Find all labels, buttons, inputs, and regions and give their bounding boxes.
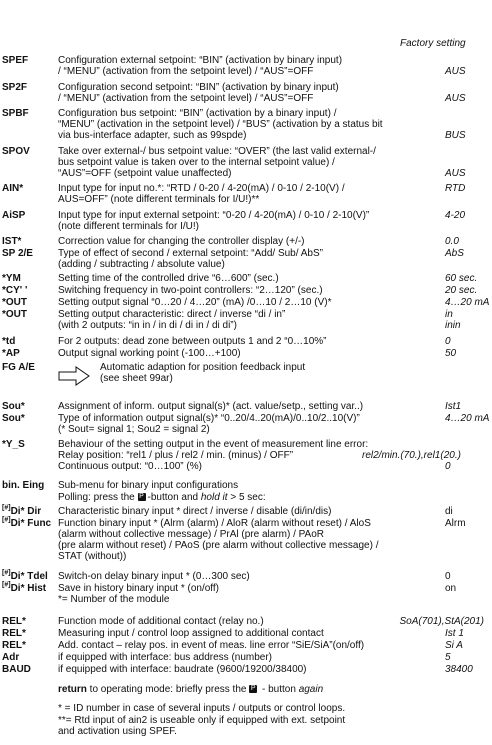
param-value: in inin xyxy=(445,309,461,331)
param-value: 20 sec. xyxy=(445,285,478,296)
return-instruction xyxy=(58,684,443,695)
param-desc: Input type for input no.*: “RTD / 0-20 / 4-20(mA) / 0-10 / 2-10(V) / AUS=OFF” (note different terminals for I/U!)** xyxy=(58,183,345,205)
param-key-text: Di* Tdel xyxy=(10,571,48,582)
param-key xyxy=(2,571,48,582)
param-value: 50 xyxy=(445,348,457,359)
param-value: di xyxy=(445,506,453,517)
param-desc: Correction value for changing the controller display (+/-) xyxy=(58,236,305,247)
param-value: Ist1 xyxy=(445,401,462,412)
param-value: AUS xyxy=(445,168,466,179)
param-key: REL* xyxy=(2,628,26,639)
param-desc: Input type for input external setpoint: “0-20 / 4-20(mA) / 0-10 / 2-10(V)” (note different terminals for I/U!) xyxy=(58,210,370,232)
param-value: AUS xyxy=(445,93,466,104)
p-button-icon: P xyxy=(139,493,144,501)
param-key: REL* xyxy=(2,616,26,627)
param-desc: For 2 outputs: dead zone between outputs 1 and 2 “0…10%” xyxy=(58,336,327,347)
param-desc: Function binary input * (Alrm (alarm) / AloR (alarm without reset) / AloS (alarm without collective message) / PrAl (pre alarm) / PAoR (pre alarm without reset) / PAoS (pre alarm without collective message) / STAT (without)) xyxy=(58,518,379,562)
param-desc: if equipped with interface: bus address (number) xyxy=(58,652,273,663)
param-key: AIN* xyxy=(2,183,24,194)
param-key-text: Di* Dir xyxy=(10,506,42,517)
param-value: 4-20 xyxy=(445,210,466,221)
param-key: *Y_S xyxy=(2,439,25,450)
param-desc: Configuration second setpoint: “BIN” (activation by binary input) / “MENU” (activation from the setpoint level) / “AUS”=OFF xyxy=(58,82,339,104)
param-desc: Sub-menu for binary input configurations xyxy=(58,480,239,491)
param-desc: Function mode of additional contact (relay no.) xyxy=(58,616,264,627)
factory-setting-header: Factory setting xyxy=(400,38,466,49)
param-key: BAUD xyxy=(2,664,31,675)
return-text: - button xyxy=(259,684,299,695)
param-value: 0.0 xyxy=(445,236,459,247)
param-value: 0 xyxy=(445,336,451,347)
param-key: *OUT xyxy=(2,309,27,320)
param-key: Sou* xyxy=(2,413,25,424)
polling-text: -button and xyxy=(147,492,201,503)
param-desc: Save in history binary input * (on/off) *= Number of the module xyxy=(58,583,220,605)
param-key: Adr xyxy=(2,652,20,663)
polling-text: Polling: press the xyxy=(58,492,138,503)
param-desc: Add. contact – relay pos. in event of meas. line error “SiE/SiA”(on/off) xyxy=(58,640,365,651)
polling-instruction xyxy=(58,492,443,503)
param-value: on xyxy=(445,583,457,594)
footnote-text: * = ID number in case of several inputs / outputs or control loops. xyxy=(58,703,346,714)
param-key: Sou* xyxy=(2,401,25,412)
param-desc: Switching frequency in two-point controllers: “2…120” (sec.) xyxy=(58,285,323,296)
param-value: Si A xyxy=(445,640,463,651)
param-key-text: Di* Hist xyxy=(10,583,47,594)
param-key: *CY' ' xyxy=(2,285,28,296)
param-value: Alrm xyxy=(445,518,466,529)
param-key-text: Di* Func xyxy=(10,518,52,529)
param-key xyxy=(2,518,51,529)
param-value: 0 xyxy=(445,571,451,582)
param-key: SPBF xyxy=(2,108,29,119)
param-value: 0 xyxy=(445,461,451,472)
param-desc: Switch-on delay binary input * (0…300 sec) xyxy=(58,571,250,582)
param-value: Ist 1 xyxy=(445,628,464,639)
param-desc: Setting output signal “0…20 / 4…20” (mA) /0…10 / 2…10 (V)* xyxy=(58,297,332,308)
p-button-icon: P xyxy=(250,685,256,693)
module-marker: [#] xyxy=(2,516,11,524)
param-desc: Setting time of the controlled drive “6…600” (sec.) xyxy=(58,273,279,284)
param-key: SPOV xyxy=(2,146,30,157)
polling-text: > 5 sec: xyxy=(227,492,266,503)
param-value: 5 xyxy=(445,652,451,663)
param-value: AbS xyxy=(445,248,464,259)
param-value: 4…20 mA xyxy=(445,297,490,308)
param-desc: Behaviour of the setting output in the event of measurement line error: Relay position: “rel1 / plus / rel2 / min. (minus) / OFF” Continuous output: “0…100” (%) xyxy=(58,439,369,472)
param-key xyxy=(2,506,41,517)
param-desc: if equipped with interface: baudrate (9600/19200/38400) xyxy=(58,664,307,675)
module-marker: [#] xyxy=(2,581,11,589)
param-value: 38400 xyxy=(445,664,473,675)
module-marker: [#] xyxy=(2,504,11,512)
footnote-text: **= Rtd input of ain2 is useable only if equipped with ext. setpoint and activation using SPEF. xyxy=(58,715,346,737)
relay-position-value: rel2/min.(70.),rel1(20.) xyxy=(362,450,461,461)
param-desc: Assignment of inform. output signal(s)* (act. value/setp., setting var..) xyxy=(58,401,364,412)
module-marker: [#] xyxy=(2,569,11,577)
again-text: again xyxy=(298,684,324,695)
param-key: IST* xyxy=(2,236,22,247)
param-desc: Measuring input / control loop assigned to additional contact xyxy=(58,628,324,639)
right-arrow-icon xyxy=(58,366,90,386)
param-key xyxy=(2,583,46,594)
param-desc: Take over external-/ bus setpoint value: “OVER” (the last valid external-/ bus setpoint value is taken over to the internal setpoint value) / “AUS”=OFF (setpoint value unaffected) xyxy=(58,146,376,179)
param-value: 60 sec. xyxy=(445,273,478,284)
param-desc: Output signal working point (-100…+100) xyxy=(58,348,241,359)
param-value: RTD xyxy=(445,183,466,194)
param-desc: Setting output characteristic: direct / inverse “di / in” (with 2 outputs: “in in / in di / di in / di di”) xyxy=(58,309,286,331)
param-key: *AP xyxy=(2,348,20,359)
param-value: BUS xyxy=(445,130,466,141)
param-desc: Configuration external setpoint: “BIN” (activation by binary input) / “MENU” (activation from the setpoint level) / “AUS”=OFF xyxy=(58,55,343,77)
param-key: *YM xyxy=(2,273,21,284)
param-key: *OUT xyxy=(2,297,27,308)
param-desc: Type of information output signal(s)* “0..20/4..20(mA)/0..10/2..10(V)” (* Sout= signal 1; Sou2 = signal 2) xyxy=(58,413,360,435)
param-value: AUS xyxy=(445,66,466,77)
param-key: FG A/E xyxy=(2,362,35,373)
param-key: SP2F xyxy=(2,82,28,93)
param-value: 4…20 mA xyxy=(445,413,490,424)
return-text: return xyxy=(58,684,87,695)
hold-text: hold it xyxy=(200,492,228,503)
param-desc: Configuration bus setpoint: “BIN” (activation by a binary input) / “MENU” (activation in the setpoint level) / “BUS” (activation by a status bit via bus-interface adapter, such as 99spde) xyxy=(58,108,383,141)
param-key: bin. Eing xyxy=(2,480,45,491)
param-desc: Characteristic binary input * direct / inverse / disable (di/in/dis) xyxy=(58,506,332,517)
param-desc: Automatic adaption for position feedback input (see sheet 99ar) xyxy=(100,362,306,384)
param-key: SP 2/E xyxy=(2,248,33,259)
param-key: SPEF xyxy=(2,55,29,66)
param-desc: Type of effect of second / external setpoint: “Add/ Sub/ AbS” (adding / subtracting / absolute value) xyxy=(58,248,323,270)
param-key: *td xyxy=(2,336,16,347)
param-key: AiSP xyxy=(2,210,26,221)
param-key: REL* xyxy=(2,640,26,651)
return-text: to operating mode: briefly press the xyxy=(86,684,250,695)
param-value: SoA(701),StA(201) xyxy=(399,616,484,627)
